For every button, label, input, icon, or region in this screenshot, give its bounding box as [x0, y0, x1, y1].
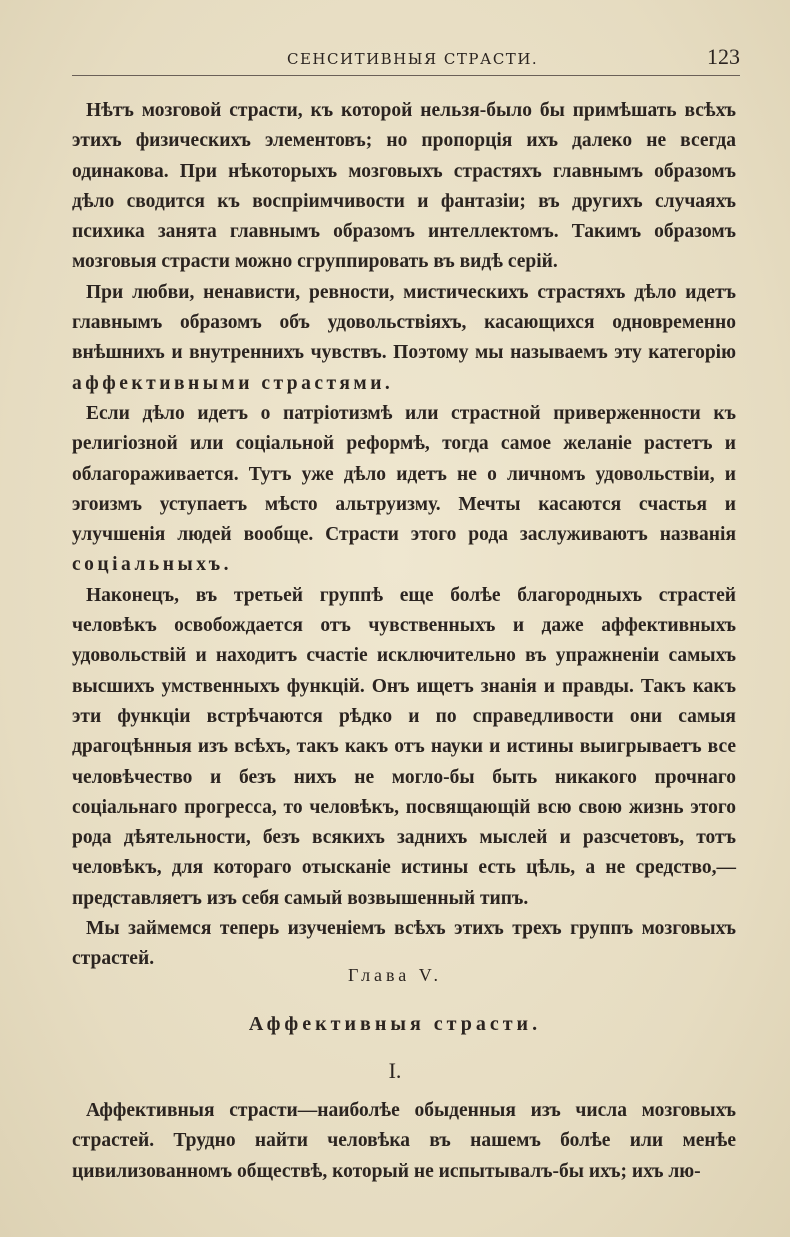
chapter-paragraph-1: Аффективныя страсти—наиболѣе обыденныя изъ числа мозговыхъ страстей. Трудно найти человѣка въ нашемъ болѣе или менѣе цивилизованномъ обществѣ, который не испытывалъ-бы ихъ; ихъ лю- [72, 1100, 736, 1182]
chapter-label: Глава V. [348, 965, 442, 985]
running-title: СЕНСИТИВНЫЯ СТРАСТИ. [287, 50, 539, 68]
main-text [72, 96, 736, 975]
chapter-title: Аффективныя страсти. [248, 1013, 542, 1035]
paragraph-2-text: При любви, ненависти, ревности, мистическихъ страстяхъ дѣло идетъ главнымъ образомъ объ удовольствіяхъ, касающихся одновременно внѣшнихъ и внутреннихъ чувствъ. Поэтому мы называемъ эту категорію [72, 281, 736, 364]
paragraph-3 [72, 399, 736, 581]
paragraph-4 [72, 581, 736, 914]
running-head [72, 44, 740, 72]
chapter-text [72, 1096, 736, 1187]
header-rule [72, 75, 740, 76]
paragraph-2-spaced-term: аффективными страстями. [72, 372, 394, 394]
paragraph-1 [72, 96, 736, 278]
paragraph-5-text: Мы займемся теперь изученіемъ всѣхъ этихъ трехъ группъ мозговыхъ страстей. [72, 918, 736, 970]
paragraph-3-spaced-term: соціальныхъ. [72, 554, 232, 576]
section-number: I. [388, 1058, 402, 1083]
paragraph-4-text: Наконецъ, въ третьей группѣ еще болѣе благородныхъ страстей человѣкъ освобождается отъ чувственныхъ и даже аффективныхъ удовольствій и находитъ счастіе исключительно въ упражненіи самыхъ высшихъ умственныхъ функцій. Онъ ищетъ знанія и правды. Такъ какъ эти функціи встрѣчаются рѣдко и по справедливости они самыя драгоцѣнныя изъ всѣхъ, такъ какъ отъ науки и истины выигрываетъ все человѣчество и безъ нихъ не могло-бы быть никакого прочнаго соціальнаго прогресса, то человѣкъ, посвящающій всю свою жизнь этого рода дѣятельности, безъ всякихъ заднихъ мыслей и разсчетовъ, тотъ человѣкъ, для котораго отысканіе истины есть цѣль, а не средство,—представляетъ изъ себя самый возвышенный типъ. [72, 584, 736, 909]
paragraph-1-text: Нѣтъ мозговой страсти, къ которой нельзя-было бы примѣшать всѣхъ этихъ физическихъ элементовъ; но пропорція ихъ далеко не всегда одинакова. При нѣкоторыхъ мозговыхъ страстяхъ главнымъ образомъ дѣло сводится къ воспріимчивости и фантазіи; въ другихъ случаяхъ психика занята главнымъ образомъ интеллектомъ. Такимъ образомъ мозговыя страсти можно сгруппировать въ видѣ серій. [72, 100, 736, 273]
paragraph-2 [72, 278, 736, 399]
paragraph-3-text: Если дѣло идетъ о патріотизмѣ или страстной приверженности къ религіозной или соціальной реформѣ, тогда самое желаніе растетъ и облагораживается. Тутъ уже дѣло идетъ не о личномъ удовольствіи, и эгоизмъ уступаетъ мѣсто альтруизму. Мечты касаются счастья и улучшенія людей вообще. Страсти этого рода заслуживаютъ названія [72, 402, 736, 546]
page-number: 123 [707, 44, 740, 69]
